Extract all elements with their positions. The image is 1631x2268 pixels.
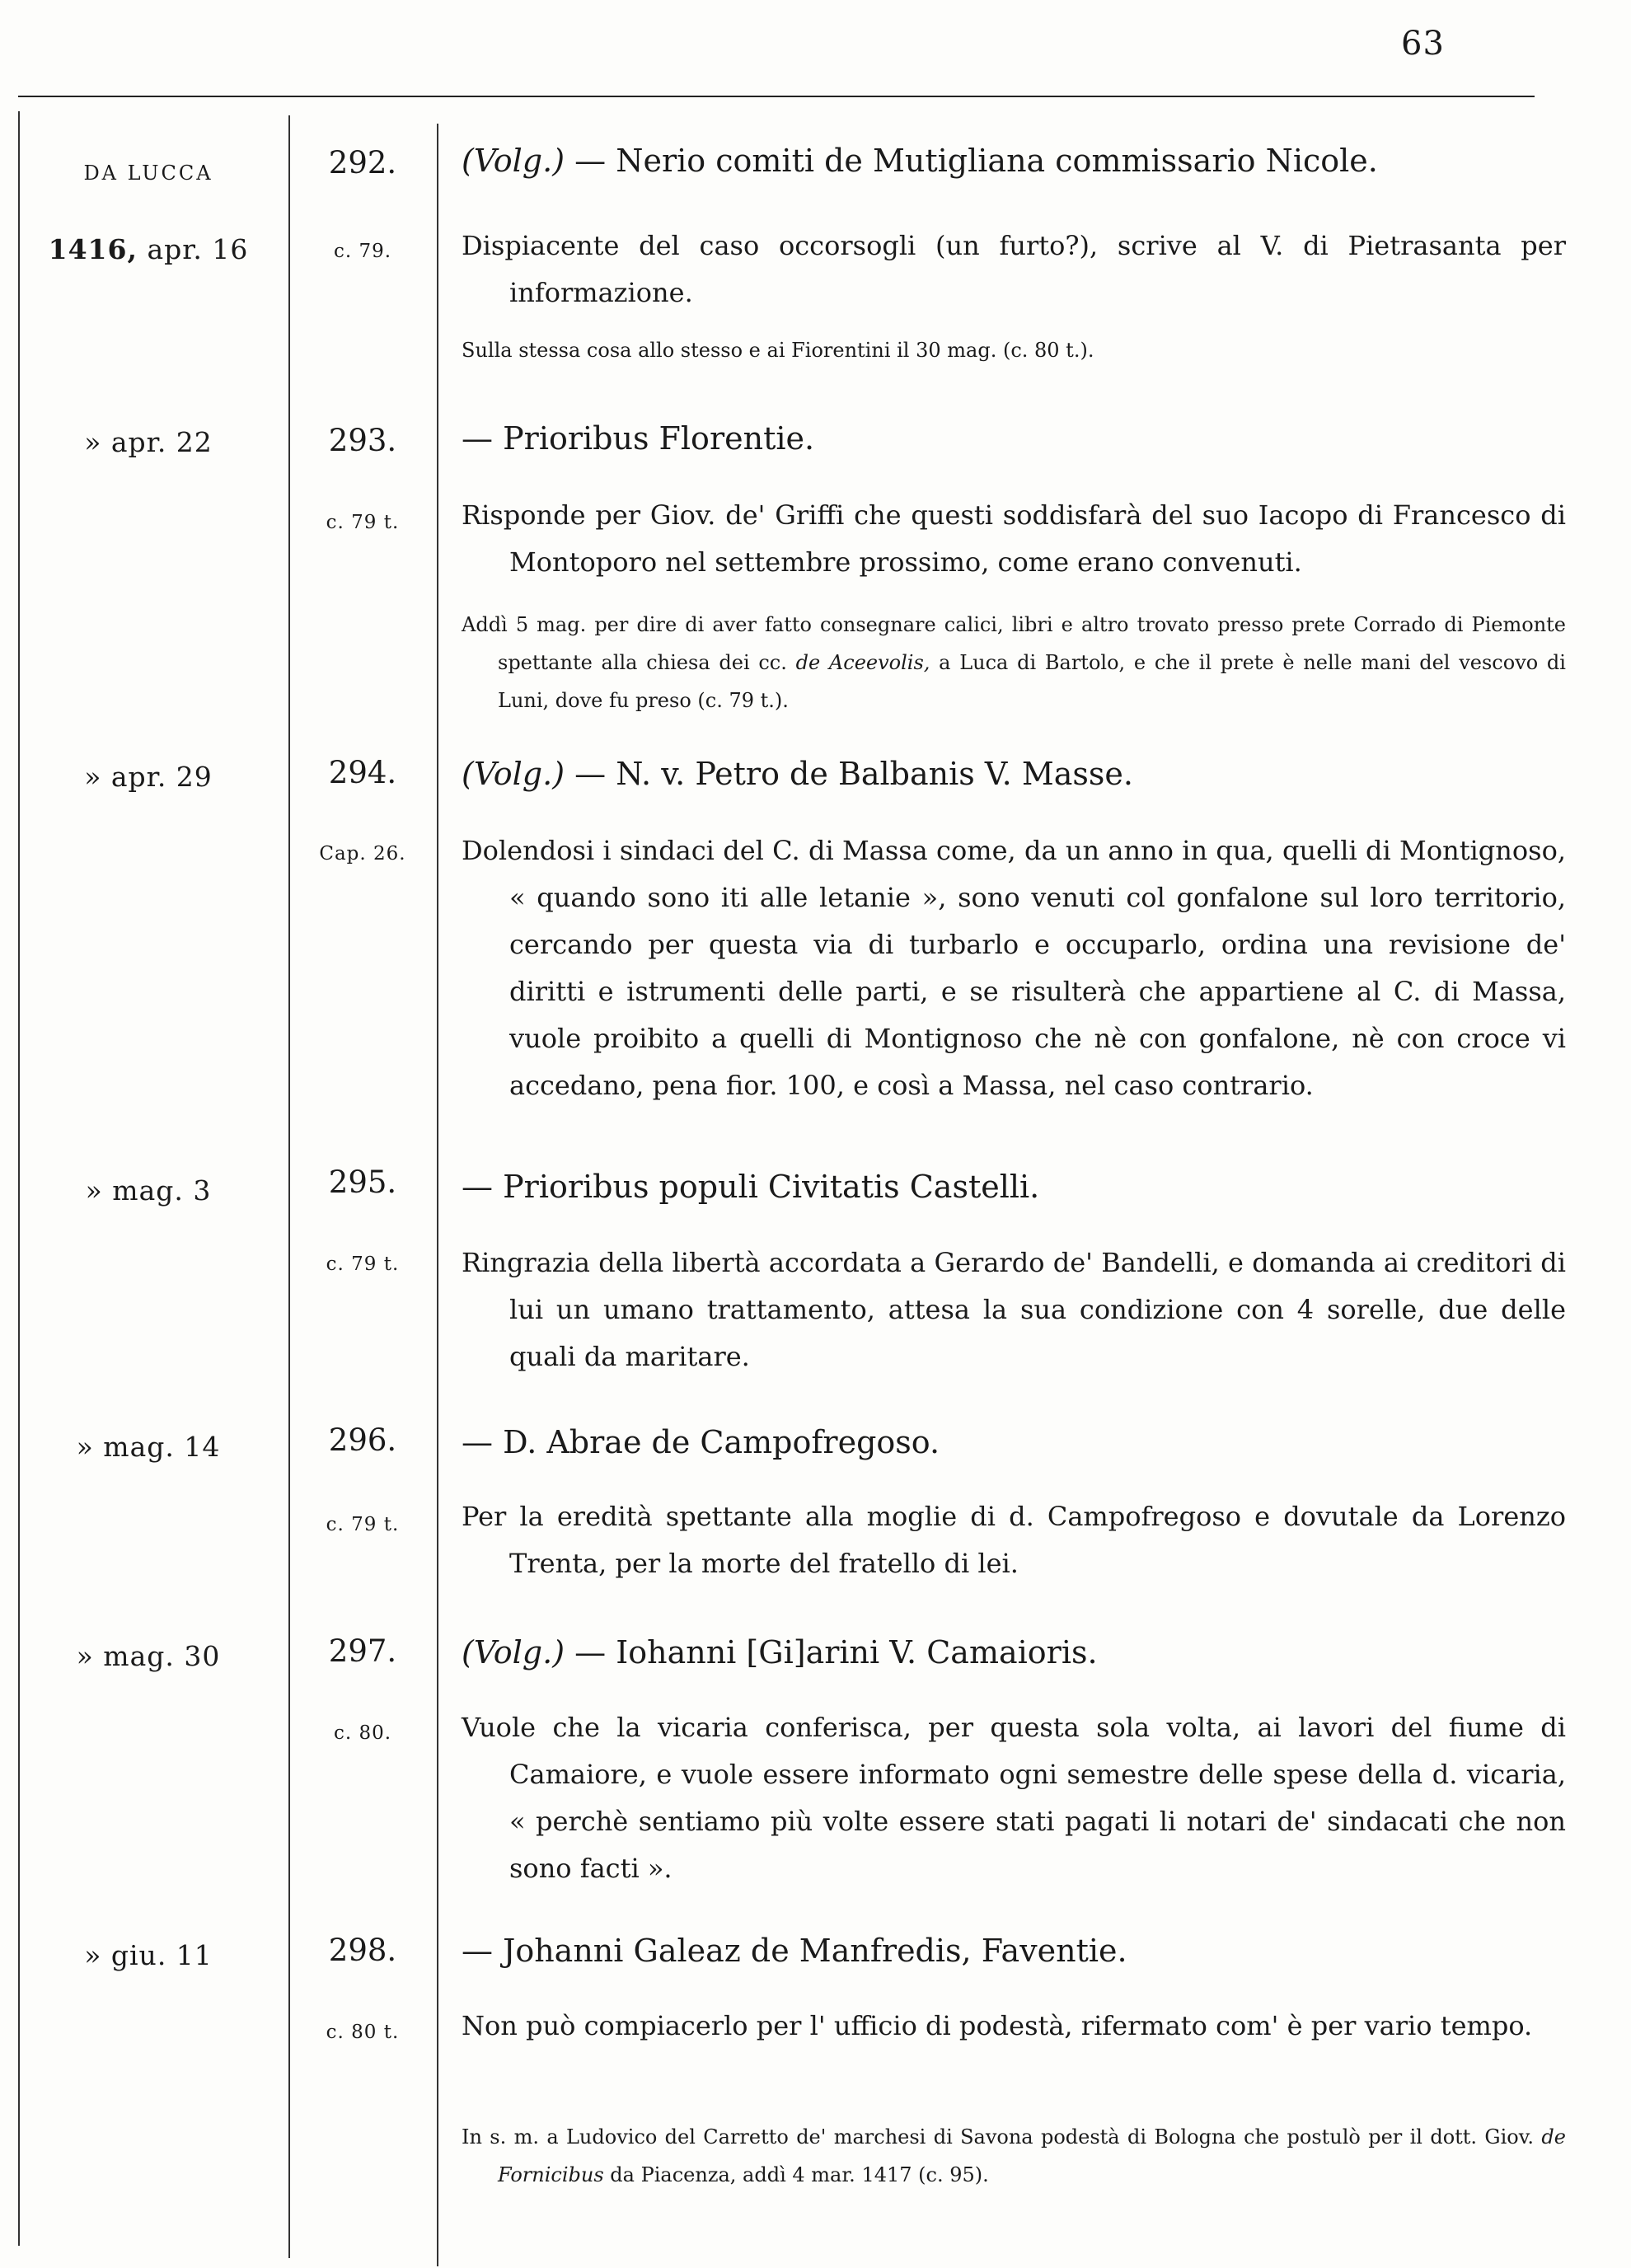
entry-text: Dispiacente del caso occorsogli (un furto?), scrive al V. di Pietrasanta per informazione. (462, 230, 1566, 308)
entry-text: Per la eredità spettante alla moglie di d. Campofregoso e dovutale da Lorenzo Trenta, per la morte del fratello di lei. (462, 1501, 1566, 1579)
entry-carta: c. 79 t. (326, 512, 400, 533)
entry-carta: c. 80. (333, 1722, 392, 1744)
entry-day: apr. 16 (147, 233, 249, 265)
entry-date: » mag. 30 (76, 1640, 221, 1672)
heading-text: — N. v. Petro de Balbanis V. Masse. (574, 756, 1133, 792)
entry-carta: c. 80 t. (326, 2022, 400, 2043)
entry-date: » mag. 3 (85, 1174, 212, 1207)
entry-date (25, 233, 272, 265)
entry-heading: — D. Abrae de Campofregoso. (462, 1424, 940, 1460)
entry-note: Sulla stessa cosa allo stesso e ai Fiorentini il 30 mag. (c. 80 t.). (462, 339, 1094, 362)
note-text: Addì 5 mag. per dire di aver fatto consegnare calici, libri e altro trovato presso prete Corrado di Piemonte spettante alla chiesa dei cc. (462, 613, 1566, 674)
heading-prefix: (Volg.) (462, 1634, 565, 1671)
entry-heading: — Johanni Galeaz de Manfredis, Faventie. (462, 1933, 1127, 1969)
column-divider (288, 115, 290, 2258)
entry-heading: — Prioribus Florentie. (462, 420, 815, 457)
note-text: a Luca di Bartolo, e che il prete è nelle mani del vescovo di Luni, dove fu preso (c. 79 t.). (498, 651, 1566, 712)
entry-carta: c. 79. (333, 241, 392, 262)
entry-carta: c. 79 t. (326, 1253, 400, 1275)
entry-text: Ringrazia della libertà accordata a Gerardo de' Bandelli, e domanda ai creditori di lui un umano trattamento, attesa la sua condizione con 4 sorelle, due delle quali da maritare. (462, 1247, 1566, 1372)
note-text: da Piacenza, addì 4 mar. 1417 (c. 95). (610, 2163, 989, 2186)
note-italic: de Fornicibus (498, 2125, 1566, 2186)
heading-prefix: (Volg.) (462, 143, 565, 179)
entry-note (462, 2118, 1566, 2194)
heading-text: — Nerio comiti de Mutigliana commissario Nicole. (574, 143, 1378, 179)
entry-text: Vuole che la vicaria conferisca, per questa sola volta, ai lavori del fiume di Camaiore, e vuole essere informato ogni semestre delle spese della d. vicaria, « perchè sentiamo più volte essere stati pagati li notari de' sindacati che non sono facti ». (462, 1712, 1566, 1884)
column-divider (437, 124, 438, 2266)
entry-number: 296. (328, 1422, 397, 1458)
heading-text: — Iohanni [Gi]arini V. Camaioris. (574, 1634, 1098, 1671)
column-divider (18, 111, 20, 2246)
note-italic: de Aceevolis, (795, 651, 930, 674)
entry-carta: c. 79 t. (326, 1514, 400, 1535)
entry-note (462, 606, 1566, 719)
entry-number: 297. (328, 1633, 397, 1669)
running-head: DA LUCCA (83, 162, 213, 185)
entry-number: 294. (328, 755, 397, 790)
entry-heading (462, 143, 1566, 179)
entry-date: » apr. 22 (84, 426, 213, 458)
entry-year: 1416, (48, 233, 138, 265)
entry-date: » mag. 14 (76, 1431, 221, 1463)
entry-heading (462, 756, 1566, 792)
entry-text: Dolendosi i sindaci del C. di Massa come, da un anno in qua, quelli di Montignoso, « quando sono iti alle letanie », sono venuti col gonfalone sul loro territorio, cercando per questa via di turbarlo e occuparlo, ordina una revisione de' diritti e istrumenti delle parti, e se risulterà che appartiene al C. di Massa, vuole proibito a quelli di Montignoso che nè con gonfalone, nè con croce vi accedano, pena fior. 100, e così a Massa, nel caso contrario. (462, 835, 1566, 1101)
entry-number: 295. (328, 1164, 397, 1200)
heading-prefix: (Volg.) (462, 756, 565, 792)
page-number: 63 (1401, 25, 1445, 63)
entry-heading: — Prioribus populi Civitatis Castelli. (462, 1169, 1040, 1205)
entry-date: » giu. 11 (84, 1939, 213, 1971)
note-text: In s. m. a Ludovico del Carretto de' marchesi di Savona podestà di Bologna che postulò per il dott. Giov. (462, 2125, 1535, 2149)
entry-text: Non può compiacerlo per l' ufficio di podestà, rifermato com' è per vario tempo. (462, 2010, 1533, 2041)
entry-date: » apr. 29 (84, 761, 213, 793)
entry-number: 298. (328, 1933, 397, 1968)
entry-carta: Cap. 26. (319, 843, 406, 865)
header-rule (18, 96, 1535, 97)
entry-heading (462, 1634, 1566, 1671)
entry-text: Risponde per Giov. de' Griffi che questi soddisfarà del suo Iacopo di Francesco di Montoporo nel settembre prossimo, come erano convenuti. (462, 499, 1566, 578)
entry-number: 292. (328, 145, 397, 180)
entry-number: 293. (328, 423, 397, 458)
